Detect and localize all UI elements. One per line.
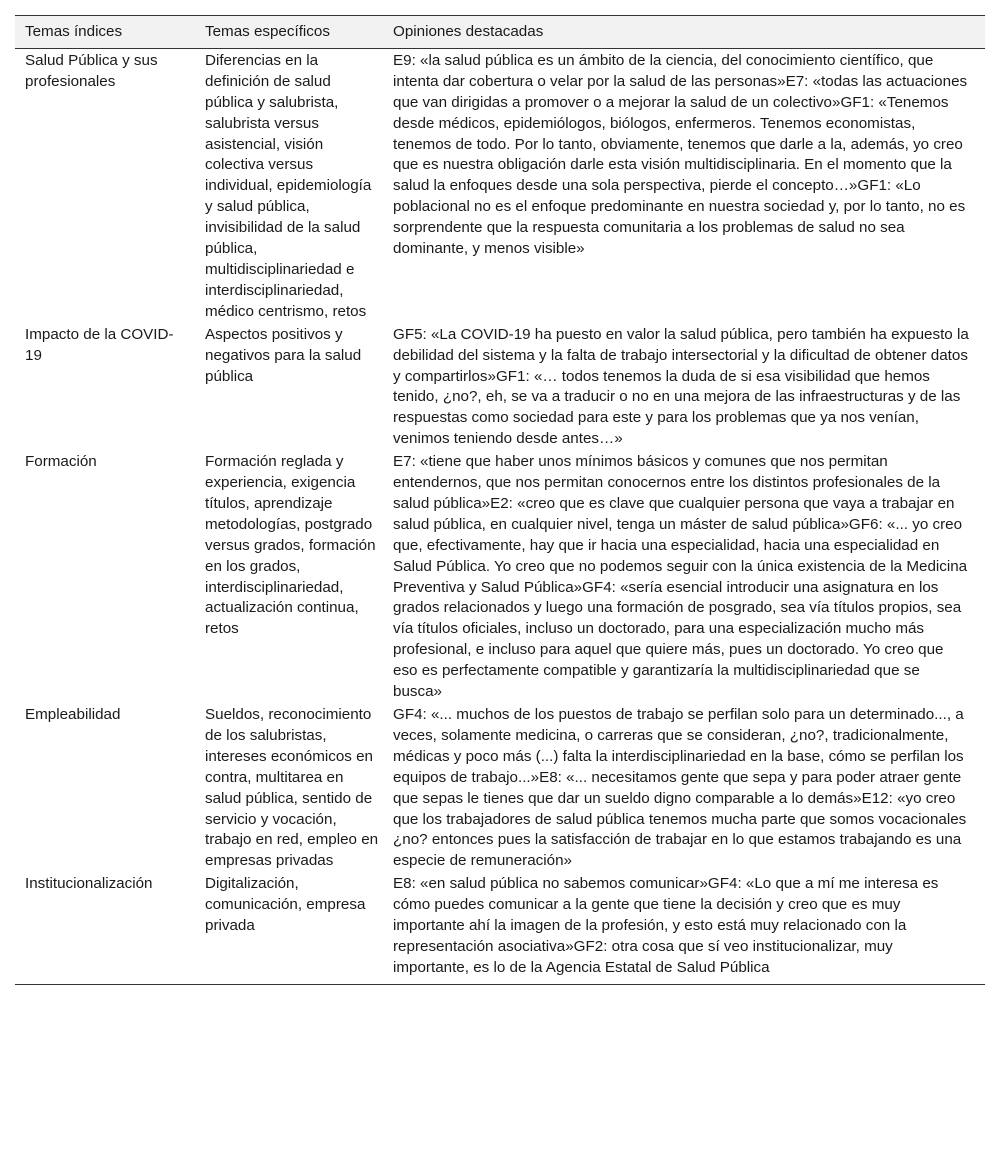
specific-topics-cell: Formación reglada y experiencia, exigencia títulos, aprendizaje metodologías, postgrado versus grados, formación en los grados, interdisciplinariedad, actualización continua, retos: [205, 453, 376, 638]
opinions-cell: GF4: «... muchos de los puestos de trabajo se perfilan solo para un determinado..., a veces, solamente medicina, o carreras que se consideran, ¿no?, tradicionalmente, médicas y poco más (...) falta la interdisciplinariedad en la base, cómo se perfilan los equipos de trabajo...»E8: «... necesitamos gente que sepa y para poder atraer gente que sepas le tienes que dar un sueldo digno comparable a lo demás»E12: «yo creo que los trabajadores de salud pública tenemos mucha parte que somos vocacionales ¿no? entonces pues la satisfacción de trabajar en lo que estamos trabajando es una especie de remuneración»: [393, 706, 967, 870]
table-header: [15, 16, 985, 49]
opinions-cell: E9: «la salud pública es un ámbito de la ciencia, del conocimiento científico, que intenta dar cobertura o velar por la salud de las personas»E7: «todas las actuaciones que van dirigidas a promover o a mejorar la salud de un colectivo»GF1: «Tenemos desde médicos, epidemiólogos, biólogos, enfermeros. Tenemos economistas, tenemos de todo. Por lo tanto, obviamente, tenemos que darle a la, además, yo creo que es nuestra obligación darle esta visión multidisciplinaria. En el momento que la salud la enfoques desde una sola perspectiva, pierde el concepto…»GF1: «Lo poblacional no es el enfoque predominante en nuestra sociedad y, por lo tanto, no es sorprendente que la respuesta comunitaria a los problemas de salud no sea dominante, y menos visible»: [393, 51, 968, 258]
specific-topics-cell: Aspectos positivos y negativos para la salud pública: [205, 325, 362, 385]
header-row: [15, 16, 985, 49]
table-body: [15, 48, 985, 984]
results-table: [15, 15, 985, 985]
index-topic-cell: Impacto de la COVID-19: [25, 325, 174, 364]
index-topic-cell: Salud Pública y sus profesionales: [25, 51, 158, 90]
opinions-cell: E8: «en salud pública no sabemos comunicar»GF4: «Lo que a mí me interesa es cómo puedes comunicar a la gente que tiene la decisión y creo que es muy importante ahí la imagen de la profesión, y esto está muy relacionado con la representación asociativa»GF2: otra cosa que sí veo institucionalizar, muy importante, es lo de la Agencia Estatal de Salud Pública: [393, 875, 939, 976]
index-topic-cell: Institucionalización: [25, 875, 153, 893]
opinions-cell: E7: «tiene que haber unos mínimos básicos y comunes que nos permitan entendernos, que nos permitan conocernos entre los distintos profesionales de la salud pública»E2: «creo que es clave que cualquier persona que vaya a trabajar en salud pública, en cualquier nivel, tenga un máster de salud pública»GF6: «... yo creo que, efectivamente, hay que ir hacia una especialidad, hacia una especialidad en Salud Pública. Yo creo que no podemos seguir con la única existencia de la Medicina Preventiva y Salud Pública»GF4: «sería esencial introducir una asignatura en los grados relacionados y luego una formación de posgrado, sea vía títulos propios, sea vía títulos oficiales, incluso un doctorado, para una especialización mucho más profesional, e incluso para aquel que quiere más, pues un doctorado. Yo creo que eso es perfectamente compatible y garantizaría la multidisciplinariedad que se busca»: [393, 453, 968, 701]
header-specific-topics: Temas específicos: [205, 23, 330, 40]
specific-topics-cell: Digitalización, comunicación, empresa privada: [205, 875, 366, 935]
table-row: [15, 324, 985, 451]
table-row: [15, 451, 985, 704]
specific-topics-cell: Diferencias en la definición de salud pública y salubrista, salubrista versus asistencial, visión colectiva versus individual, epidemiología y salud pública, invisibilidad de la salud pública, multidisciplinariedad e interdisciplinariedad, médico centrismo, retos: [205, 51, 372, 320]
header-index-topics: Temas índices: [25, 23, 123, 40]
results-table-container: [15, 15, 985, 985]
header-highlighted-opinions: Opiniones destacadas: [393, 23, 544, 40]
table-row: [15, 873, 985, 984]
specific-topics-cell: Sueldos, reconocimiento de los salubristas, intereses económicos en contra, multitarea en salud pública, sentido de servicio y vocación, trabajo en red, empleo en empresas privadas: [205, 706, 379, 870]
index-topic-cell: Empleabilidad: [25, 706, 121, 723]
opinions-cell: GF5: «La COVID-19 ha puesto en valor la salud pública, pero también ha expuesto la debilidad del sistema y la falta de trabajo intersectorial y la dificultad de obtener datos y compartirlos»GF1: «… todos tenemos la duda de si esa visibilidad que hemos tenido, ¿no?, eh, se va a traducir o no en una mejora de las infraestructuras y de las respuestas como sociedad para este y para los problemas que ya nos venían, venimos teniendo desde antes…»: [393, 325, 969, 448]
table-row: [15, 48, 985, 323]
index-topic-cell: Formación: [25, 453, 97, 471]
table-row: [15, 704, 985, 873]
